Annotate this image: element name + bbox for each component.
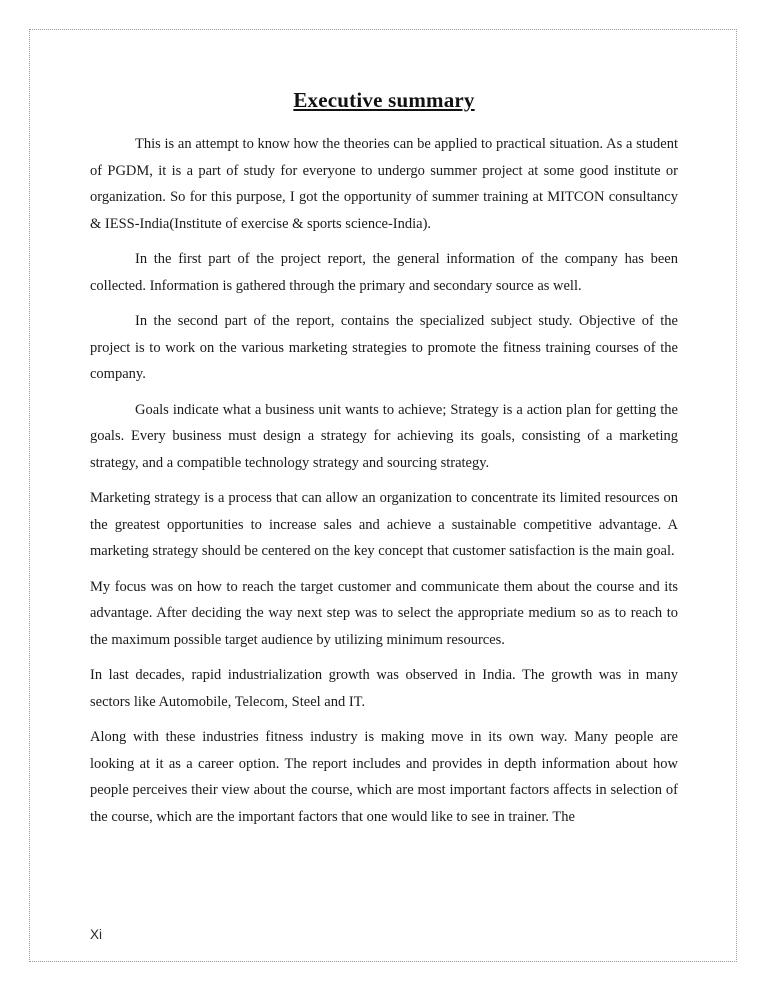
paragraph-intro: This is an attempt to know how the theories can be applied to practical situation. As a student of PGDM, it is a part of study for everyone to undergo summer project at some good institute or organization. So for this purpose, I got the opportunity of summer training at MITCON consultancy & IESS-India(Institute of exercise & sports science-India). bbox=[90, 136, 678, 232]
paragraph-goals: Goals indicate what a business unit wants to achieve; Strategy is a action plan for getting the goals. Every business must design a strategy for achieving its goals, consisting of a marketing strategy, and a compatible technology strategy and sourcing strategy. bbox=[90, 401, 678, 471]
page-content bbox=[29, 29, 737, 839]
page-title: Executive summary bbox=[293, 88, 475, 112]
paragraph-focus: My focus was on how to reach the target customer and communicate them about the course and its advantage. After deciding the way next step was to select the appropriate medium so as to reach to the maximum possible target audience by utilizing minimum resources. bbox=[90, 578, 678, 648]
paragraph-marketing-strategy: Marketing strategy is a process that can allow an organization to concentrate its limited resources on the greatest opportunities to increase sales and achieve a sustainable competitive advantage. A marketing strategy should be centered on the key concept that customer satisfaction is the main goal. bbox=[90, 490, 678, 559]
page-number: Xi bbox=[90, 927, 103, 942]
paragraph-first-part: In the first part of the project report, the general information of the company has been collected. Information is gathered through the primary and secondary source as well. bbox=[90, 251, 678, 294]
paragraph-industrialization: In last decades, rapid industrialization growth was observed in India. The growth was in many sectors like Automobile, Telecom, Steel and IT. bbox=[90, 667, 678, 710]
paragraph-second-part: In the second part of the report, contains the specialized subject study. Objective of the project is to work on the various marketing strategies to promote the fitness training courses of the company. bbox=[90, 313, 678, 382]
paragraph-fitness-industry: Along with these industries fitness industry is making move in its own way. Many people are looking at it as a career option. The report includes and provides in depth information about how people perceives their view about the course, which are most important factors affects in selection of the course, which are the important factors that one would like to see in trainer. The bbox=[90, 729, 678, 825]
